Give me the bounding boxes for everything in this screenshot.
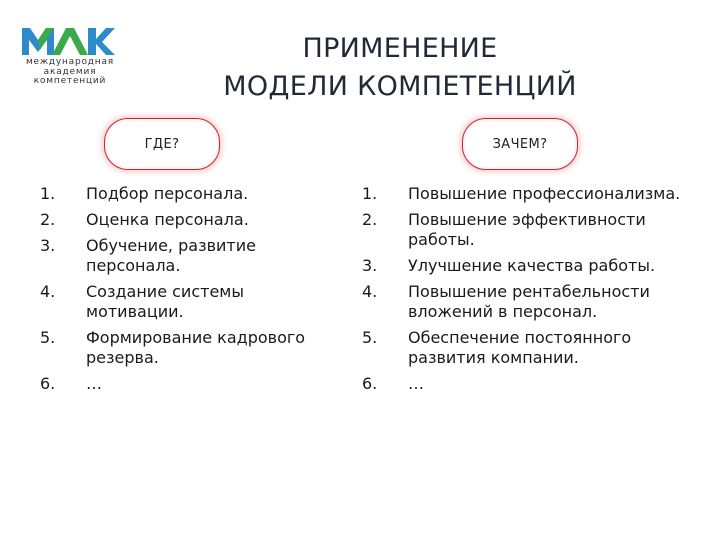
item-text: Обучение, развитие персонала. (86, 236, 256, 275)
title-line-2: МОДЕЛИ КОМПЕТЕНЦИЙ (223, 71, 577, 102)
logo-line-3: компетенций (33, 76, 107, 86)
list-item (362, 328, 702, 368)
item-text: Подбор персонала. (86, 184, 249, 203)
why-heading (462, 118, 578, 170)
item-number: 2. (362, 210, 378, 229)
list-item (40, 210, 310, 230)
item-number: 6. (40, 374, 56, 393)
item-text: Повышение профессионализма. (408, 184, 681, 203)
item-text: Создание системы мотивации. (86, 282, 244, 321)
title-line-1: ПРИМЕНЕНИЕ (302, 33, 498, 64)
item-number: 5. (362, 328, 378, 347)
list-item (40, 184, 310, 204)
list-item (362, 282, 702, 322)
list-item (40, 328, 310, 368)
item-text: Оценка персонала. (86, 210, 249, 229)
list-item (40, 282, 310, 322)
where-heading-label: ГДЕ? (144, 136, 180, 152)
logo-line-2: академия (43, 66, 97, 77)
list-item (40, 374, 310, 394)
why-heading-label: ЗАЧЕМ? (492, 136, 548, 152)
item-text: … (408, 374, 424, 393)
list-item (362, 210, 702, 250)
item-number: 1. (40, 184, 56, 203)
where-heading (104, 118, 220, 170)
item-number: 5. (40, 328, 56, 347)
item-number: 3. (40, 236, 56, 255)
item-text: Обеспечение постоянного развития компании. (408, 328, 632, 367)
logo-text (24, 58, 116, 87)
item-number: 4. (40, 282, 56, 301)
item-text: Формирование кадрового резерва. (86, 328, 306, 367)
list-item (40, 236, 310, 276)
item-text: Повышение рентабельности вложений в персонал. (408, 282, 650, 321)
item-text: Улучшение качества работы. (408, 256, 656, 275)
item-number: 4. (362, 282, 378, 301)
item-number: 6. (362, 374, 378, 393)
logo-line-1: международная (25, 57, 115, 67)
item-number: 3. (362, 256, 378, 275)
list-item (362, 184, 702, 204)
page-title (150, 30, 650, 106)
logo-mark-icon (18, 22, 118, 56)
list-item (362, 256, 702, 276)
item-text: Повышение эффективности работы. (408, 210, 646, 249)
list-item (362, 374, 702, 394)
item-text: … (86, 374, 102, 393)
logo (18, 22, 118, 92)
where-list (40, 184, 310, 400)
item-number: 2. (40, 210, 56, 229)
item-number: 1. (362, 184, 378, 203)
why-list (362, 184, 702, 400)
